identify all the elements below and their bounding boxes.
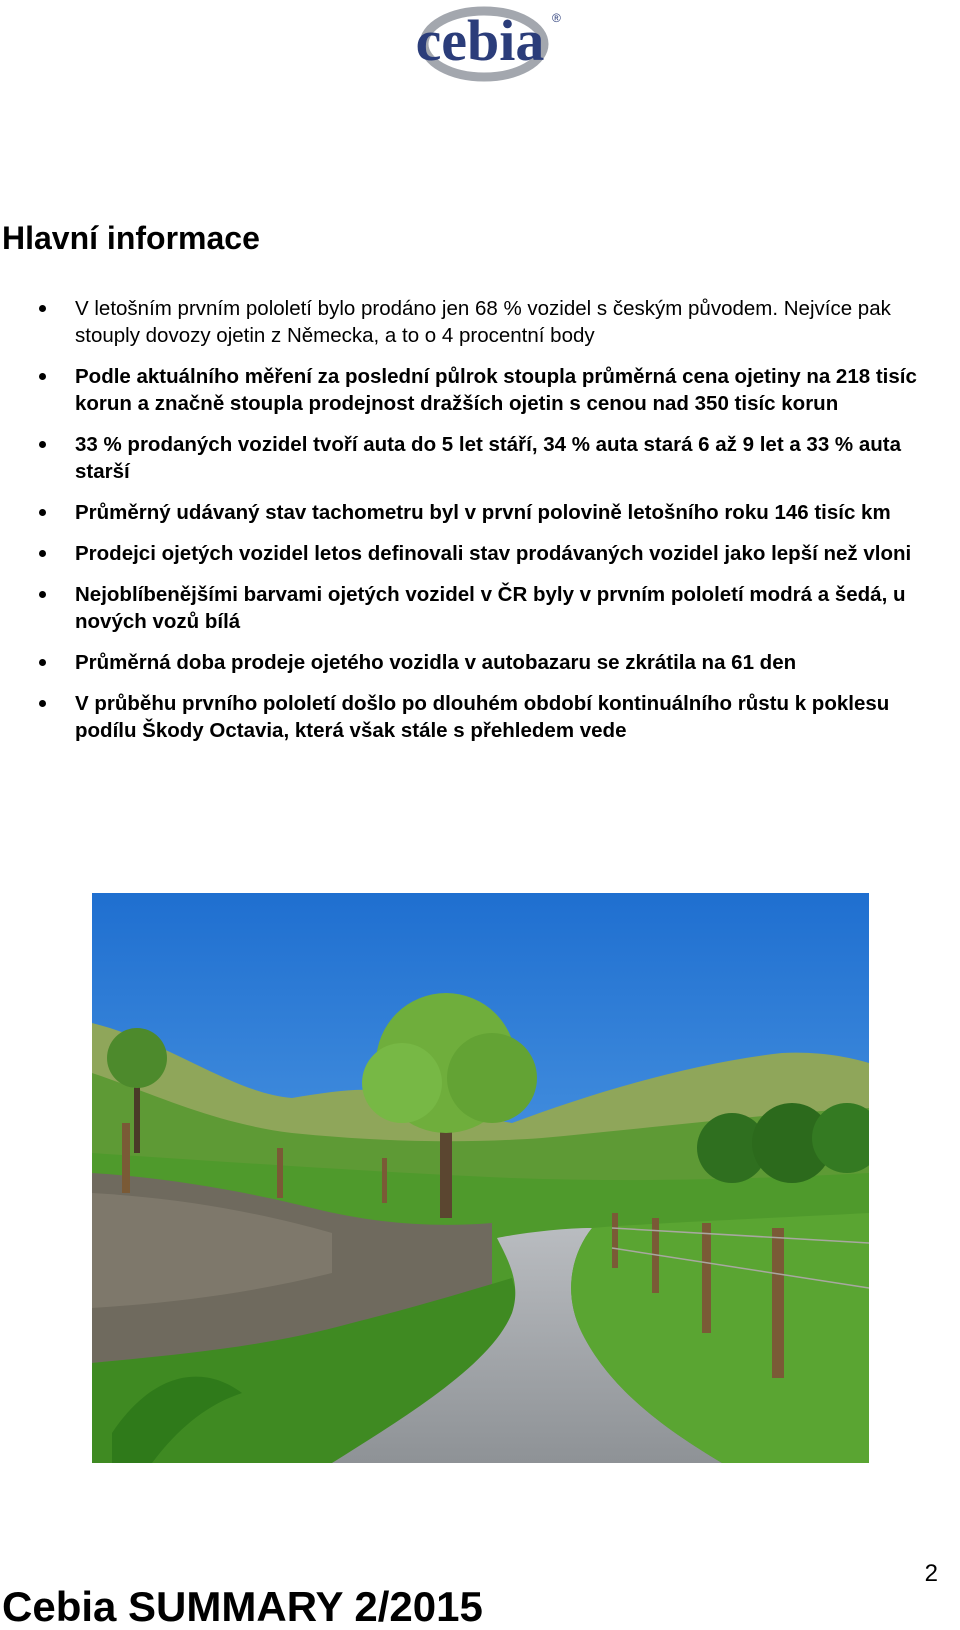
key-info-list — [0, 295, 960, 758]
list-item-text: V průběhu prvního pololetí došlo po dlouhém období kontinuálního růstu k poklesu podílu Škody Octavia, která však stále s přehledem vede — [75, 692, 890, 742]
bullet-icon — [39, 305, 46, 312]
list-item-text: Průměrný udávaný stav tachometru byl v první polovině letošního roku 146 tisíc km — [75, 501, 891, 524]
list-item-text: Prodejci ojetých vozidel letos definovali stav prodávaných vozidel jako lepší než vloni — [75, 542, 912, 565]
bullet-icon — [39, 659, 46, 666]
logo-text: cebia — [415, 8, 545, 73]
list-item — [0, 431, 960, 485]
bullet-icon — [39, 700, 46, 707]
footer-title: Cebia SUMMARY 2/2015 — [2, 1583, 483, 1630]
list-item — [0, 540, 960, 567]
landscape-photo — [92, 893, 869, 1463]
bullet-icon — [39, 550, 46, 557]
page-number: 2 — [924, 1560, 938, 1587]
bullet-icon — [39, 441, 46, 448]
registered-mark: ® — [552, 11, 561, 25]
list-item-text: Průměrná doba prodeje ojetého vozidla v autobazaru se zkrátila na 61 den — [75, 651, 797, 674]
bullet-icon — [39, 509, 46, 516]
list-item-text: 33 % prodaných vozidel tvoří auta do 5 let stáří, 34 % auta stará 6 až 9 let a 33 % auta starší — [75, 433, 902, 483]
list-item-text: Podle aktuálního měření za poslední půlrok stoupla průměrná cena ojetiny na 218 tisíc korun a značně stoupla prodejnost dražších ojetin s cenou nad 350 tisíc korun — [75, 365, 917, 415]
list-item — [0, 649, 960, 676]
bullet-icon — [39, 591, 46, 598]
list-item-text: V letošním prvním pololetí bylo prodáno jen 68 % vozidel s českým původem. Nejvíce pak stouply dovozy ojetin z Německa, a to o 4 procentní body — [75, 297, 891, 347]
cebia-logo — [372, 4, 592, 84]
list-item — [0, 581, 960, 635]
list-item — [0, 363, 960, 417]
list-item — [0, 499, 960, 526]
list-item — [0, 690, 960, 744]
page-heading: Hlavní informace — [2, 220, 260, 256]
bullet-icon — [39, 373, 46, 380]
list-item-text: Nejoblíbenějšími barvami ojetých vozidel v ČR byly v prvním pololetí modrá a šedá, u nových vozů bílá — [75, 583, 906, 633]
list-item — [0, 295, 960, 349]
